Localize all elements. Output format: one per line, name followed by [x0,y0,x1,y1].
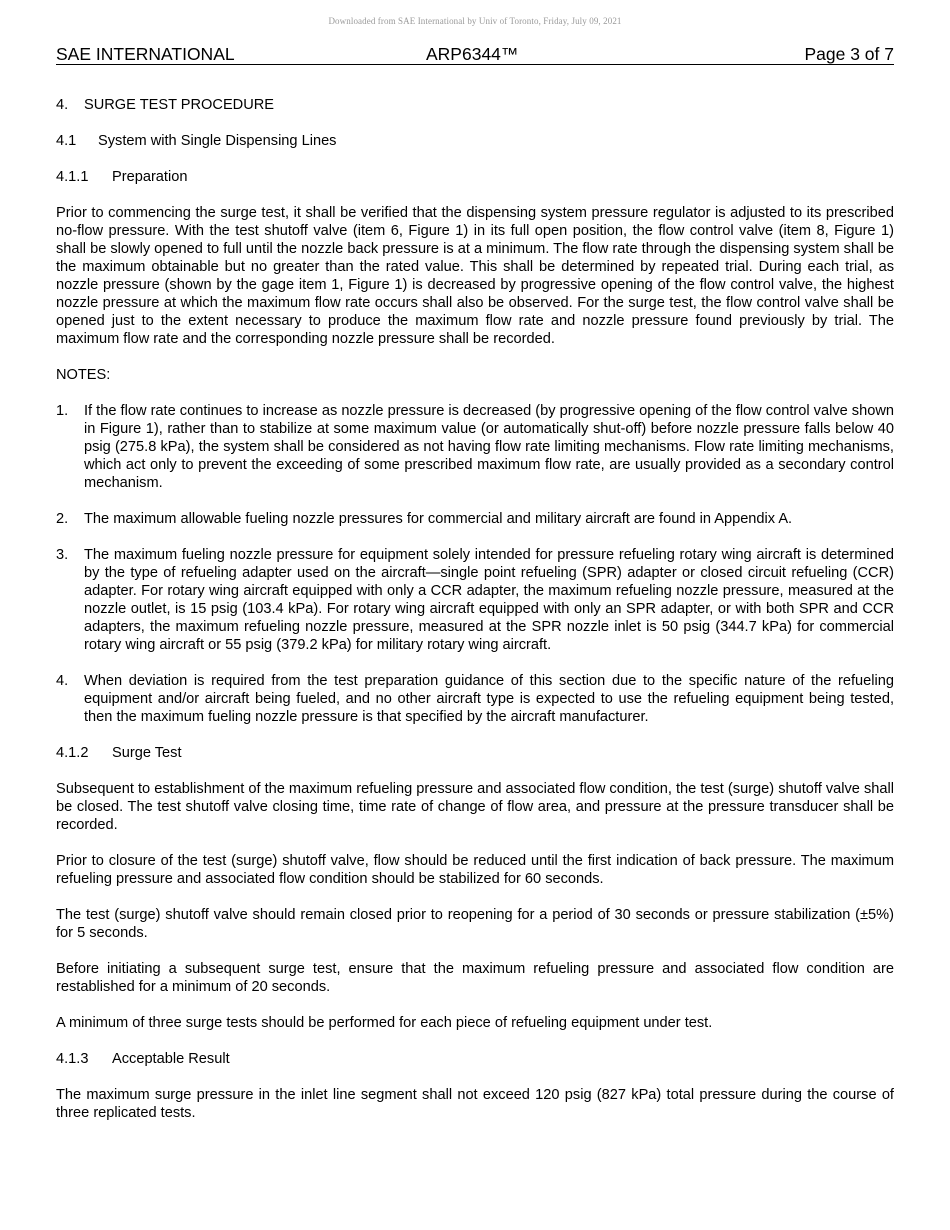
section-4-heading [56,96,894,114]
section-number: 4.1.3 [56,1051,89,1067]
acceptable-result-paragraph: The maximum surge pressure in the inlet line segment shall not exceed 120 psig (827 kPa) total pressure during the course of three replicated tests. [56,1087,894,1121]
note-number: 2. [56,511,69,527]
note-text: If the flow rate continues to increase as nozzle pressure is decreased (by progressive opening of the flow control valve shown in Figure 1), rather than to stabilize at some maximum value (or automatically shut-off) before nozzle pressure falls below 40 psig (275.8 kPa), the system shall be considered as not having flow rate limiting mechanisms. Flow rate limiting mechanisms, which act only to prevent the exceeding of some prescribed maximum flow rate, are usually provided as a secondary control mechanism. [84,403,894,491]
page-header [56,44,894,65]
section-title: Preparation [112,169,188,185]
section-number: 4.1.1 [56,169,89,185]
surge-test-paragraph: Subsequent to establishment of the maximum refueling pressure and associated flow condition, the test (surge) shutoff valve shall be closed. The test shutoff valve closing time, time rate of change of flow area, and pressure at the pressure transducer shall be recorded. [56,781,894,833]
section-number: 4.1.2 [56,745,89,761]
section-title: Acceptable Result [112,1051,230,1067]
note-number: 4. [56,673,69,689]
note-number: 1. [56,403,69,419]
section-number: 4.1 [56,133,77,149]
surge-test-paragraph: The test (surge) shutoff valve should remain closed prior to reopening for a period of 30 seconds or pressure stabilization (±5%) for 5 seconds. [56,907,894,941]
preparation-paragraph: Prior to commencing the surge test, it shall be verified that the dispensing system pressure regulator is adjusted to its prescribed no-flow pressure. With the test shutoff valve (item 6, Figure 1) in its full open position, the flow control valve (item 8, Figure 1) shall be slowly opened to full until the nozzle back pressure is at a minimum. The flow rate through the dispensing system shall be the maximum obtainable but no greater than the rated value. This shall be determined by repeated trial. During each trial, as nozzle pressure (shown by the gage item 1, Figure 1) is decreased by progressive opening of the flow control valve, the highest nozzle pressure at which the maximum flow rate occurs shall also be observed. For the surge test, the flow control valve shall be opened just to the extent necessary to produce the maximum flow rate and nozzle pressure found previously by trial. The maximum flow rate and the corresponding nozzle pressure shall be recorded. [56,205,894,347]
section-number: 4. [56,97,69,113]
note-text: The maximum fueling nozzle pressure for equipment solely intended for pressure refueling rotary wing aircraft is determined by the type of refueling adapter used on the aircraft—single point refueling (SPR) adapter or closed circuit refueling (CCR) adapter. For rotary wing aircraft equipped with only a CCR adapter, the maximum refueling nozzle pressure, measured at the nozzle outlet, is 15 psig (103.4 kPa). For rotary wing aircraft equipped with only an SPR adapter, or with both SPR and CCR adapters, the maximum refueling nozzle pressure, measured at the SPR nozzle inlet is 50 psig (344.7 kPa) for commercial rotary wing aircraft or 55 psig (379.2 kPa) for military rotary wing aircraft. [84,547,894,653]
notes-label: NOTES: [56,367,111,383]
surge-test-paragraph: A minimum of three surge tests should be performed for each piece of refueling equipment under test. [56,1015,713,1031]
section-title: System with Single Dispensing Lines [98,133,337,149]
section-4-1-heading [56,132,894,150]
note-item [56,546,894,654]
download-watermark: Downloaded from SAE International by Univ of Toronto, Friday, July 09, 2021 [328,16,622,26]
note-item [56,672,894,726]
header-organization: SAE INTERNATIONAL [56,44,235,64]
note-text: The maximum allowable fueling nozzle pressures for commercial and military aircraft are found in Appendix A. [84,511,793,527]
document-body [56,96,894,1122]
note-text: When deviation is required from the test preparation guidance of this section due to the specific nature of the refueling equipment and/or aircraft being fueled, and no other aircraft type is expected to use the refueling equipment being tested, then the maximum fueling nozzle pressure is that specified by the aircraft manufacturer. [84,673,894,725]
note-item [56,402,894,492]
section-title: Surge Test [112,745,182,761]
note-number: 3. [56,547,69,563]
header-document-number: ARP6344™ [426,44,519,64]
notes-list [56,402,894,726]
section-4-1-2-heading [56,744,894,762]
note-item [56,510,894,528]
surge-test-paragraph: Before initiating a subsequent surge test, ensure that the maximum refueling pressure and associated flow condition are restablished for a minimum of 20 seconds. [56,961,894,995]
surge-test-paragraph: Prior to closure of the test (surge) shutoff valve, flow should be reduced until the first indication of back pressure. The maximum refueling pressure and associated flow condition should be stabilized for 60 seconds. [56,853,894,887]
section-4-1-1-heading [56,168,894,186]
section-title: SURGE TEST PROCEDURE [84,97,275,113]
header-page-number: Page 3 of 7 [804,44,894,64]
section-4-1-3-heading [56,1050,894,1068]
